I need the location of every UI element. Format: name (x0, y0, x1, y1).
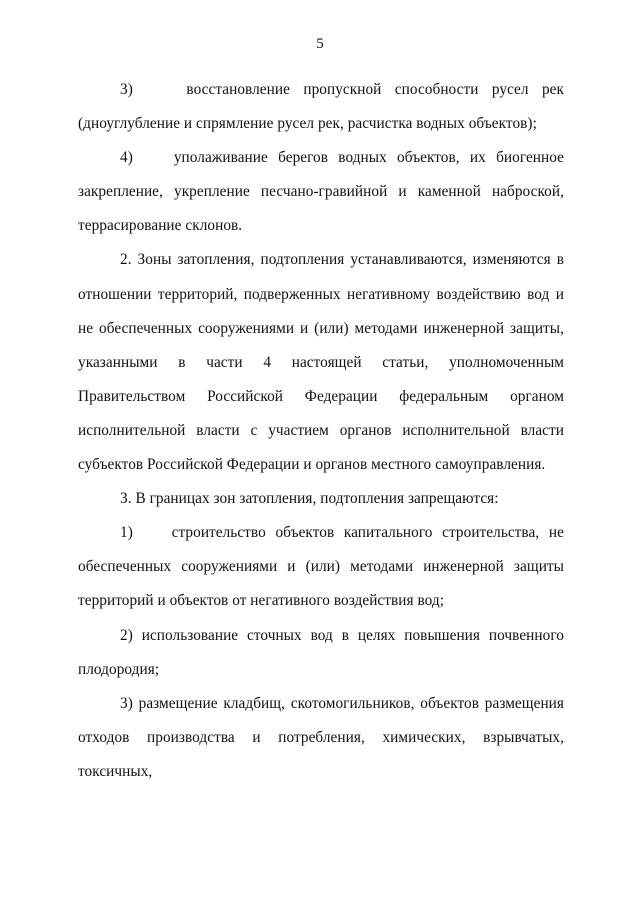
paragraph-item-3-restoration: 3) восстановление пропускной способности русел рек (дноуглубление и спрямление русел рек, расчистка водных объектов); (78, 81, 564, 133)
document-body (78, 73, 564, 789)
paragraph-section-2-zones: 2. Зоны затопления, подтопления устанавливаются, изменяются в отношении территорий, подверженных негативному воздействию вод и не обеспеченных сооружениями и (или) методами инженерной защиты, указанными в части 4 настоящей статьи, уполномоченным Правительством Российской Федерации федеральным органом исполнительной власти с участием органов исполнительной власти субъектов Российской Федерации и органов местного самоуправления. (78, 251, 564, 474)
paragraph-section-3-prohibited: 3. В границах зон затопления, подтопления запрещаются: (120, 490, 499, 508)
page-number: 5 (316, 36, 324, 52)
paragraph-item-2-wastewater: 2) использование сточных вод в целях повышения почвенного плодородия; (78, 626, 564, 678)
paragraph-item-1-construction: 1) строительство объектов капитального строительства, не обеспеченных сооружениями и (или) методами инженерной защиты территорий и объектов от негативного воздействия вод; (78, 524, 564, 610)
paragraph-item-4-banks: 4) уполаживание берегов водных объектов, их биогенное закрепление, укрепление песчано-гравийной и каменной наброской, террасирование склонов. (78, 149, 564, 235)
paragraph-item-3-cemeteries: 3) размещение кладбищ, скотомогильников, объектов размещения отходов производства и потребления, химических, взрывчатых, токсичных, (78, 694, 564, 780)
